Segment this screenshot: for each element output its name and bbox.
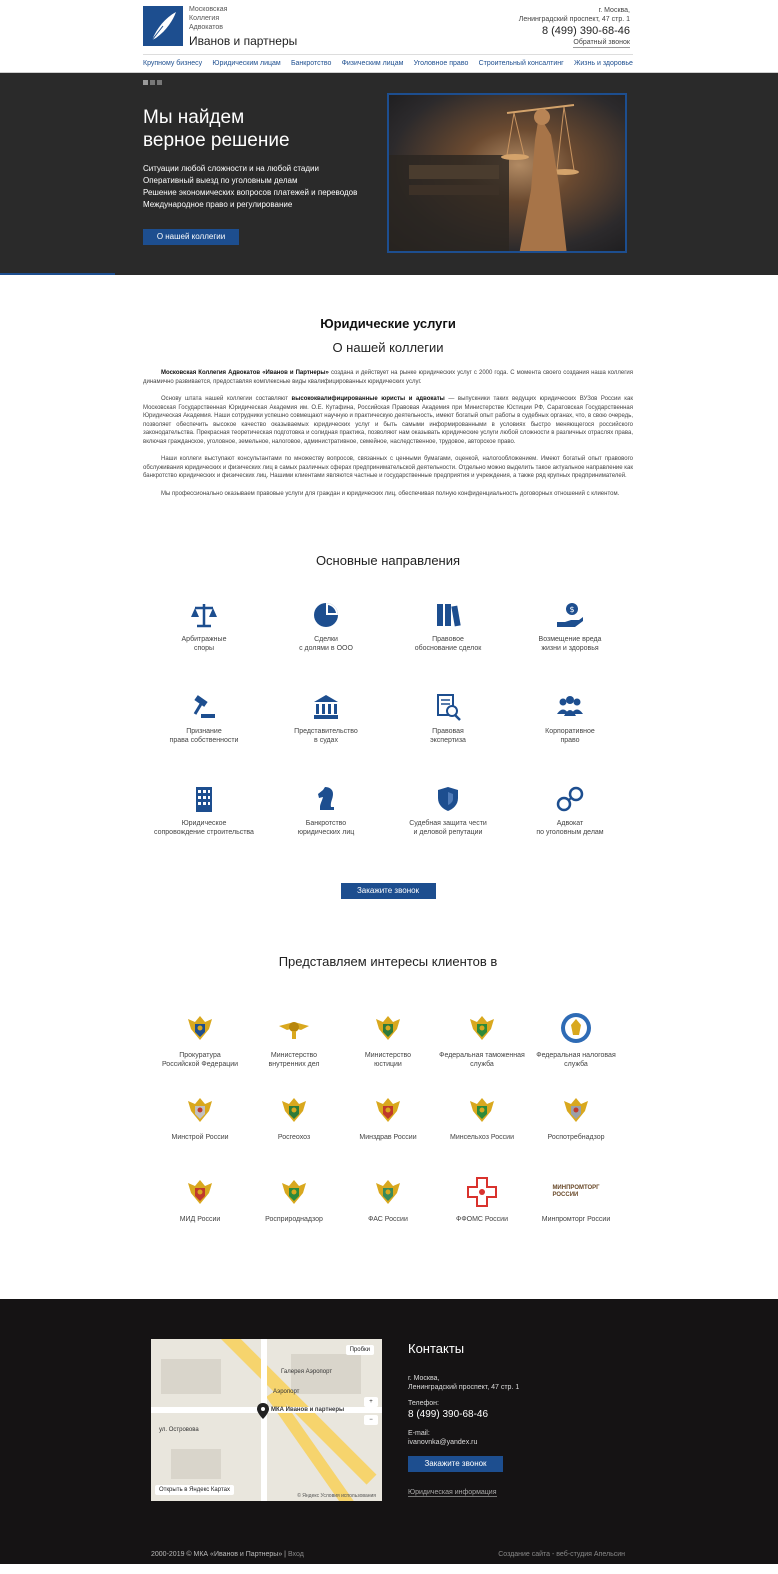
direction-item[interactable] — [387, 692, 509, 745]
agencies-title: Представляем интересы клиентов в — [278, 954, 498, 969]
hero-bullet: Решение экономических вопросов платежей и переводов — [143, 188, 358, 197]
map-pin-icon[interactable] — [257, 1403, 269, 1419]
yandex-map[interactable] — [151, 1339, 382, 1501]
direction-label: Судебная защита чести и деловой репутации — [409, 820, 487, 836]
agencies-grid — [153, 1011, 633, 1237]
direction-item[interactable] — [265, 784, 387, 837]
fas-emblem-icon — [371, 1175, 405, 1209]
direction-item[interactable] — [509, 600, 631, 653]
directions-section — [143, 507, 633, 899]
header-contacts — [519, 6, 630, 48]
agency-label: Минздрав России — [359, 1134, 417, 1141]
pie-chart-icon — [311, 600, 341, 630]
handcuffs-icon — [555, 784, 585, 814]
contacts-city: г. Москва, — [408, 1375, 440, 1382]
hero-progress-bar — [0, 273, 115, 275]
building-icon — [189, 784, 219, 814]
document-search-icon — [433, 692, 463, 722]
directions-grid — [143, 600, 633, 837]
agency-item — [247, 1011, 341, 1073]
direction-label: Признание права собственности — [169, 728, 239, 744]
phone-label: Телефон: — [408, 1400, 439, 1407]
agency-item — [153, 1093, 247, 1155]
group-icon — [555, 692, 585, 722]
hero-bullet: Международное право и регулирование — [143, 200, 293, 209]
agencies-section — [143, 899, 633, 1237]
direction-label: Правовая экспертиза — [430, 728, 466, 744]
callback-link[interactable]: Обратный звонок — [573, 39, 630, 46]
zoom-in-button[interactable]: + — [364, 1397, 378, 1407]
studio-link[interactable]: Создание сайта - веб-студия Апельсин — [498, 1551, 625, 1558]
minstroy-emblem-icon — [183, 1093, 217, 1127]
shield-icon — [433, 784, 463, 814]
agency-label: Минстрой России — [171, 1134, 229, 1141]
direction-label: Юридическое сопровождение строительства — [154, 820, 254, 836]
agency-item — [247, 1175, 341, 1237]
nav-item-bankruptcy[interactable]: Банкротство — [290, 60, 332, 67]
contacts-address: Ленинградский проспект, 47 стр. 1 — [408, 1384, 520, 1391]
direction-item[interactable] — [509, 692, 631, 745]
map-pin-label: МКА Иванов и партнеры — [271, 1407, 345, 1413]
agency-label: Росприроднадзор — [265, 1216, 323, 1223]
chess-knight-icon — [311, 784, 341, 814]
agency-item — [341, 1175, 435, 1237]
agency-label: Роспотребнадзор — [547, 1134, 605, 1141]
direction-label: Корпоративное право — [545, 728, 595, 744]
order-call-button[interactable]: Закажите звонок — [341, 883, 436, 899]
footer-order-call-button[interactable]: Закажите звонок — [408, 1456, 503, 1472]
main-nav — [143, 54, 633, 72]
hand-coin-icon — [555, 600, 585, 630]
agency-item — [529, 1093, 623, 1155]
agency-label: Прокуратура Российской Федерации — [161, 1052, 239, 1068]
direction-item[interactable] — [387, 600, 509, 653]
mid-emblem-icon — [183, 1175, 217, 1209]
map-attribution: © Яндекс Условия использования — [297, 1493, 376, 1499]
agency-item — [247, 1093, 341, 1155]
minpromtorg-logo-icon: МИНПРОМТОРГ РОССИИ — [552, 1185, 600, 1198]
hero-slider — [0, 72, 778, 275]
about-paragraph: Наши коллеги выступают консультантами по множеству вопросов, связанных с ценными бумагами, оценкой, налогообложением. Имеют богатый опыт правового обслуживания юридических и физических лиц в самых различных сферах предпринимательской деятельности. Отдельно можно выделить такое актуальное направление как банкротство юридических и физических лиц. Нашими клиентами являются частные и государственные предприятия и учреждения, а также ряд крупных предпринимателей. — [143, 456, 633, 479]
agency-label: ФАС России — [368, 1216, 408, 1223]
header-phone[interactable]: 8 (499) 390-68-46 — [541, 25, 630, 37]
themis-statue-image — [387, 93, 627, 253]
rosprirod-emblem-icon — [277, 1175, 311, 1209]
contacts-title: Контакты — [408, 1341, 465, 1356]
direction-label: Возмещение вреда жизни и здоровья — [538, 636, 602, 652]
about-paragraph: Основу штата нашей коллегии составляют высококвалифицированные юристы и адвокаты — выпускники таких ведущих юридических ВУЗов России как Московская Государственная Юридическая Академия им. О.Е. Кутафина, Российская Правовая Академия при Министерстве Юстиции РФ, Саратовская Государственная Юридическая Академия. Наши сотрудники успешно совмещают научную и практическую деятельность, имеют богатый опыт работы в судебных органах, что, в свою очередь, позволяет обеспечить высокое качество оказываемых юридических услуг и быть самыми информированными в условиях быстро меняющегося российского законодательства. Прекрасная теоретическая подготовка и солидная практика, позволяют нам оказывать юридические услуги любой сложности в различных отраслях права, включая гражданское, уголовное, земельное, налоговое, административное, семейное, наследственное, трудовое, авторское право. — [143, 396, 633, 445]
rosgeo-emblem-icon — [277, 1093, 311, 1127]
header-city: г. Москва, — [598, 7, 630, 14]
agency-label: МИД России — [179, 1216, 221, 1223]
map-street-label: ул. Островова — [159, 1427, 199, 1433]
traffic-button[interactable]: Пробки — [346, 1345, 374, 1355]
agency-label: Министерство внутренних дел — [268, 1052, 320, 1068]
nav-item-construction[interactable]: Строительный консалтинг — [478, 60, 564, 67]
gavel-icon — [189, 692, 219, 722]
direction-item[interactable] — [265, 692, 387, 745]
minjust-emblem-icon — [371, 1011, 405, 1045]
hero-bullets — [143, 163, 357, 211]
zoom-out-button[interactable]: − — [364, 1415, 378, 1425]
nav-item-big-business[interactable]: Крупному бизнесу — [143, 60, 203, 67]
direction-item[interactable] — [387, 784, 509, 837]
agency-item — [435, 1175, 529, 1237]
prosecutor-emblem-icon — [183, 1011, 217, 1045]
directions-title: Основные направления — [315, 553, 461, 568]
logo-title[interactable]: Иванов и партнеры — [189, 34, 298, 48]
nav-item-individuals[interactable]: Физическим лицам — [341, 60, 404, 67]
slider-dot[interactable] — [157, 80, 162, 85]
scales-icon — [189, 600, 219, 630]
svg-text:$: $ — [569, 605, 575, 614]
contacts-email[interactable]: ivanovnka@yandex.ru — [408, 1439, 478, 1446]
logo-subtitle: Московская Коллегия Адвокатов — [189, 6, 228, 31]
login-link[interactable]: Вход — [287, 1551, 304, 1558]
agency-label: Минсельхоз России — [450, 1134, 514, 1141]
direction-label: Адвокат по уголовным делам — [536, 820, 604, 836]
about-section — [143, 275, 633, 498]
agency-item — [435, 1011, 529, 1073]
contacts-block — [408, 1341, 608, 1499]
about-paragraph: Московская Коллегия Адвокатов «Иванов и Партнеры» создана и действует на рынке юридических услуг с 2000 года. С момента своего создания наша коллегия динамично развивается, предоставляя комплексные виды квалифицированных юридических услуг. — [143, 370, 633, 385]
direction-item[interactable] — [509, 784, 631, 837]
direction-label: Банкротство юридических лиц — [297, 820, 355, 836]
hero-title: Мы найдем верное решение — [143, 107, 290, 151]
direction-label: Правовое обоснование сделок — [414, 636, 482, 652]
agency-item — [435, 1093, 529, 1155]
copyright: 2000-2019 © МКА «Иванов и Партнеры» | Вход — [151, 1551, 304, 1558]
courthouse-icon — [311, 692, 341, 722]
agency-item — [153, 1175, 247, 1237]
direction-item[interactable] — [143, 784, 265, 837]
open-in-yandex-link[interactable]: Открыть в Яндекс Картах — [155, 1485, 234, 1495]
map-metro-label: Аэропорт — [273, 1389, 300, 1395]
books-icon — [433, 600, 463, 630]
header-address: Ленинградский проспект, 47 стр. 1 — [518, 16, 630, 23]
site-footer — [0, 1299, 778, 1564]
direction-item[interactable] — [265, 600, 387, 653]
about-college-button[interactable]: О нашей коллегии — [143, 229, 239, 245]
agency-item — [341, 1093, 435, 1155]
nav-item-criminal-law[interactable]: Уголовное право — [413, 60, 469, 67]
nav-item-life-health[interactable]: Жизнь и здоровье — [573, 60, 633, 67]
tax-emblem-icon — [559, 1011, 593, 1045]
customs-emblem-icon — [465, 1011, 499, 1045]
agency-item — [153, 1011, 247, 1073]
agency-label: Федеральная таможенная служба — [439, 1052, 525, 1068]
agency-label: Росгеохоз — [277, 1134, 311, 1141]
rospotreb-emblem-icon — [559, 1093, 593, 1127]
slider-dot[interactable] — [143, 80, 148, 85]
quill-logo-icon[interactable] — [143, 6, 183, 46]
direction-item[interactable] — [143, 600, 265, 653]
agency-item — [529, 1011, 623, 1073]
mvd-emblem-icon — [277, 1011, 311, 1045]
agency-item — [529, 1175, 623, 1237]
legal-info-link[interactable]: Юридическая информация — [408, 1489, 497, 1496]
nav-item-legal-entities[interactable]: Юридическим лицам — [212, 60, 281, 67]
email-label: E-mail: — [408, 1430, 430, 1437]
direction-item[interactable] — [143, 692, 265, 745]
services-title: Юридические услуги — [320, 316, 456, 331]
agency-label: Минпромторг России — [541, 1216, 611, 1223]
agency-label: Министерство юстиции — [364, 1052, 412, 1068]
about-paragraph: Мы профессионально оказываем правовые услуги для граждан и юридических лиц, обеспечивая полную конфиденциальность договорных отношений с клиентом. — [161, 490, 620, 497]
hero-bullet: Оперативный выезд по уголовным делам — [143, 176, 298, 185]
agency-label: ФФОМС России — [456, 1216, 508, 1223]
map-metro-label: Галерея Аэропорт — [281, 1369, 333, 1375]
site-header — [143, 0, 633, 54]
ffoms-cross-icon — [465, 1175, 499, 1209]
direction-label: Арбитражные споры — [181, 636, 227, 652]
slider-dots — [143, 80, 162, 85]
contacts-phone[interactable]: 8 (499) 390-68-46 — [408, 1409, 489, 1420]
agency-item — [341, 1011, 435, 1073]
hero-bullet: Ситуации любой сложности и на любой стадии — [143, 164, 319, 173]
direction-label: Представительство в судах — [294, 728, 358, 744]
minselhoz-emblem-icon — [465, 1093, 499, 1127]
about-subtitle: О нашей коллегии — [332, 340, 444, 355]
minzdrav-emblem-icon — [371, 1093, 405, 1127]
agency-label: Федеральная налоговая служба — [536, 1052, 616, 1068]
direction-label: Сделки с долями в ООО — [299, 636, 353, 652]
slider-dot[interactable] — [150, 80, 155, 85]
